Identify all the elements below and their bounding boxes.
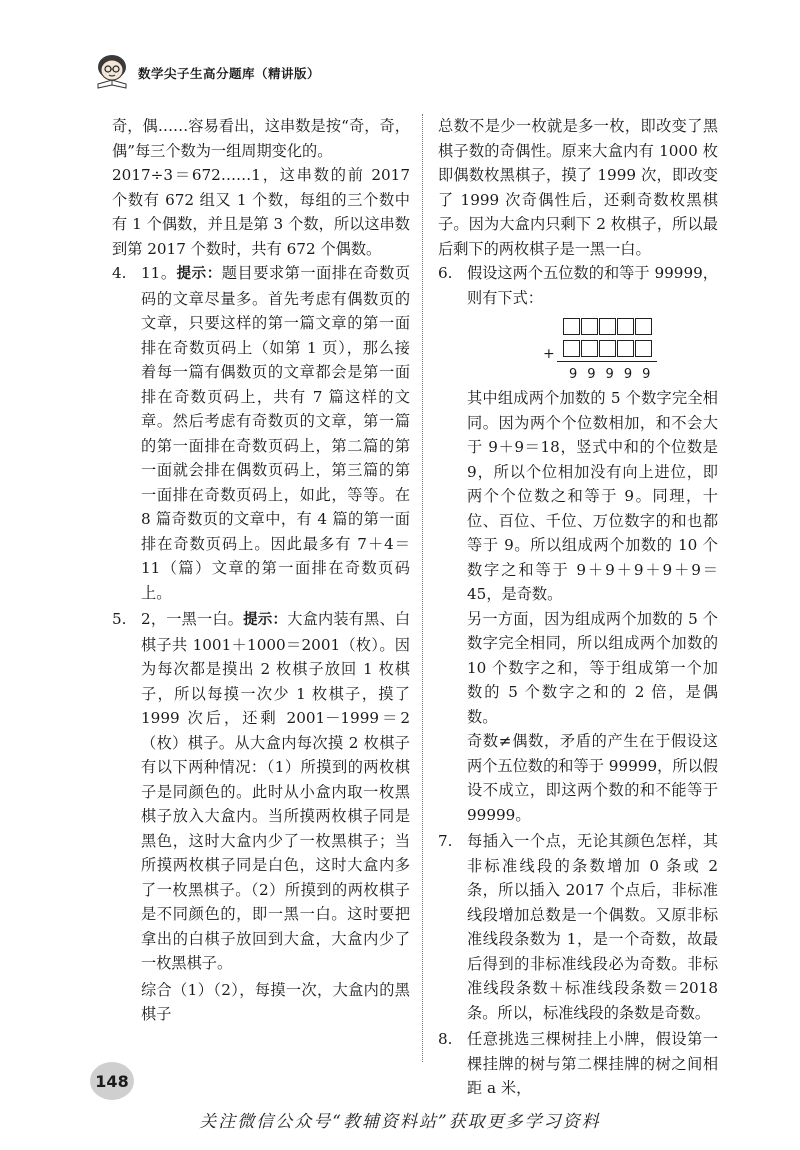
- digit-box: [563, 340, 580, 357]
- paragraph: 奇数≠偶数，矛盾的产生在于假设这两个五位数的和等于 99999，所以假设不成立，即这两个数的和不能等于 99999。: [467, 732, 718, 824]
- paragraph: 2017÷3＝672……1，这串数的前 2017 个数有 672 组又 1 个数，每组的三个数中有 1 个偶数，并且是第 3 个数，所以这串数到第 2017 个数时，共有 672 个偶数。: [112, 166, 410, 258]
- digit-box: [581, 318, 598, 335]
- digit-box: [617, 340, 634, 357]
- digit-box: [635, 318, 652, 335]
- explanation-text: 大盒内装有黑、白棋子共 1001＋1000＝2001（枚）。因为每次都是摸出 2 枚棋子放回 1 枚棋子，所以每摸一次少 1 枚棋子，摸了 1999 次后，还剩 2001－1999＝2（枚）棋子。从大盒内每次摸 2 枚棋子有以下两种情况：（1）所摸到的两枚棋子是同颜色的。此时从小盒内取一枚黑棋子放入大盒内。当所摸两枚棋子同是黑色，这时大盒内少了一枚黑棋子；当所摸两枚棋子同是白色，这时大盒内多了一枚黑棋子。（2）所摸到的两枚棋子是不同颜色的，即一黑一白。这时要把拿出的白棋子放回到大盒，大盒内少了一枚黑棋子。: [141, 610, 411, 972]
- answer-item-6: [438, 261, 718, 827]
- digit-box: [635, 340, 652, 357]
- paragraph: 其中组成两个加数的 5 个数字完全相同。因为两个个位数相加，和不会大于 9＋9＝18，竖式中和的个位数是 9，所以个位相加没有向上进位，即两个个位数之和等于 9。同理，十位、百位、千位、万位数字的和也都等于 9。所以组成两个加数的 10 个数字之和等于 9＋9＋9＋9＋9＝45，是奇数。: [467, 389, 718, 603]
- hint-label: 提示：: [243, 612, 288, 628]
- answer-item-5: [112, 607, 410, 976]
- answer-item-8: [438, 1027, 718, 1101]
- explanation-text: 题目要求第一面排在奇数页码的文章尽量多。首先考虑有偶数页的文章，只要这样的第一篇文章的第一面排在奇数页码上（如第 1 页），那么接着每一篇有偶数页的文章都会是第一面排在奇数页码上，共有 7 篇这样的文章。然后考虑有奇数页的文章，第一篇的第一面排在奇数页码上，第二篇的第一面就会排在偶数页码上，第三篇的第一面排在奇数页码上，如此，等等。在 8 篇奇数页的文章中，有 4 篇的第一面排在奇数页码上。因此最多有 7＋4＝11（篇）文章的第一面排在奇数页码上。: [141, 264, 411, 602]
- paragraph: 综合（1）（2），每摸一次，大盒内的黑棋子: [141, 980, 410, 1023]
- item-number: 5.: [112, 610, 127, 628]
- answer-item-4: [112, 261, 410, 605]
- paragraph: 另一方面，因为组成两个加数的 5 个数字完全相同，所以组成两个加数的 10 个数字之和，等于组成第一个加数的 5 个数字之和的 2 倍，是偶数。: [467, 609, 718, 726]
- item-number: 7.: [438, 832, 453, 850]
- footer-note: 关注微信公众号“教辅资料站”获取更多学习资料: [199, 1112, 601, 1132]
- cartoon-student-reading-icon: [92, 50, 132, 90]
- left-column: [112, 114, 410, 1029]
- paragraph: 奇，偶……容易看出，这串数是按“奇，奇，偶”每三个数为一组周期变化的。: [112, 117, 410, 160]
- page-header: [92, 50, 320, 90]
- page-number: 148: [90, 1062, 134, 1100]
- digit-box: [599, 318, 616, 335]
- plus-sign: +: [543, 346, 555, 362]
- addend-boxes-row-1: [563, 318, 653, 335]
- answer-text: 2，一黑一白。: [141, 610, 244, 628]
- addend-boxes-row-2: [563, 340, 653, 357]
- digit-box: [563, 318, 580, 335]
- item-number: 8.: [438, 1030, 453, 1048]
- explanation-text: 每插入一个点，无论其颜色怎样，其非标准线段的条数增加 0 条或 2 条，所以插入 2017 个点后，非标准线段增加总数是一个偶数。又原非标准线段条数为 1，是一个奇数，故最后得到的非标准线段必为奇数。非标准线段条数＋标准线段条数＝2018 条。所以，标准线段的条数是奇数。: [467, 832, 718, 1022]
- explanation-text: 任意挑选三棵树挂上小牌，假设第一棵挂牌的树与第二棵挂牌的树之间相距 a 米，: [467, 1030, 718, 1097]
- book-title: 数学尖子生高分题库（精讲版）: [138, 66, 321, 81]
- explanation-text: 假设这两个五位数的和等于 99999，则有下式：: [467, 264, 718, 307]
- vertical-addition-diagram: [467, 316, 718, 380]
- item-number: 4.: [112, 264, 127, 282]
- digit-box: [581, 340, 598, 357]
- paragraph: 总数不是少一枚就是多一枚，即改变了黑棋子数的奇偶性。原来大盒内有 1000 枚即偶数枚黑棋子，摸了 1999 次，即改变了 1999 次奇偶性后，还剩奇数枚黑棋子。因为大盒内只剩下 2 枚棋子，所以最后剩下的两枚棋子是一黑一白。: [438, 117, 718, 258]
- digit-box: [599, 340, 616, 357]
- column-divider: [422, 114, 423, 1062]
- item-number: 6.: [438, 264, 453, 282]
- sum-line: [557, 361, 657, 362]
- answer-item-7: [438, 829, 718, 1025]
- digit-box: [617, 318, 634, 335]
- continuation-text: [112, 978, 410, 1027]
- right-column: [438, 114, 718, 1103]
- hint-label: 提示：: [176, 266, 222, 282]
- sum-value: 99999: [569, 367, 661, 382]
- answer-text: 11。: [141, 264, 177, 282]
